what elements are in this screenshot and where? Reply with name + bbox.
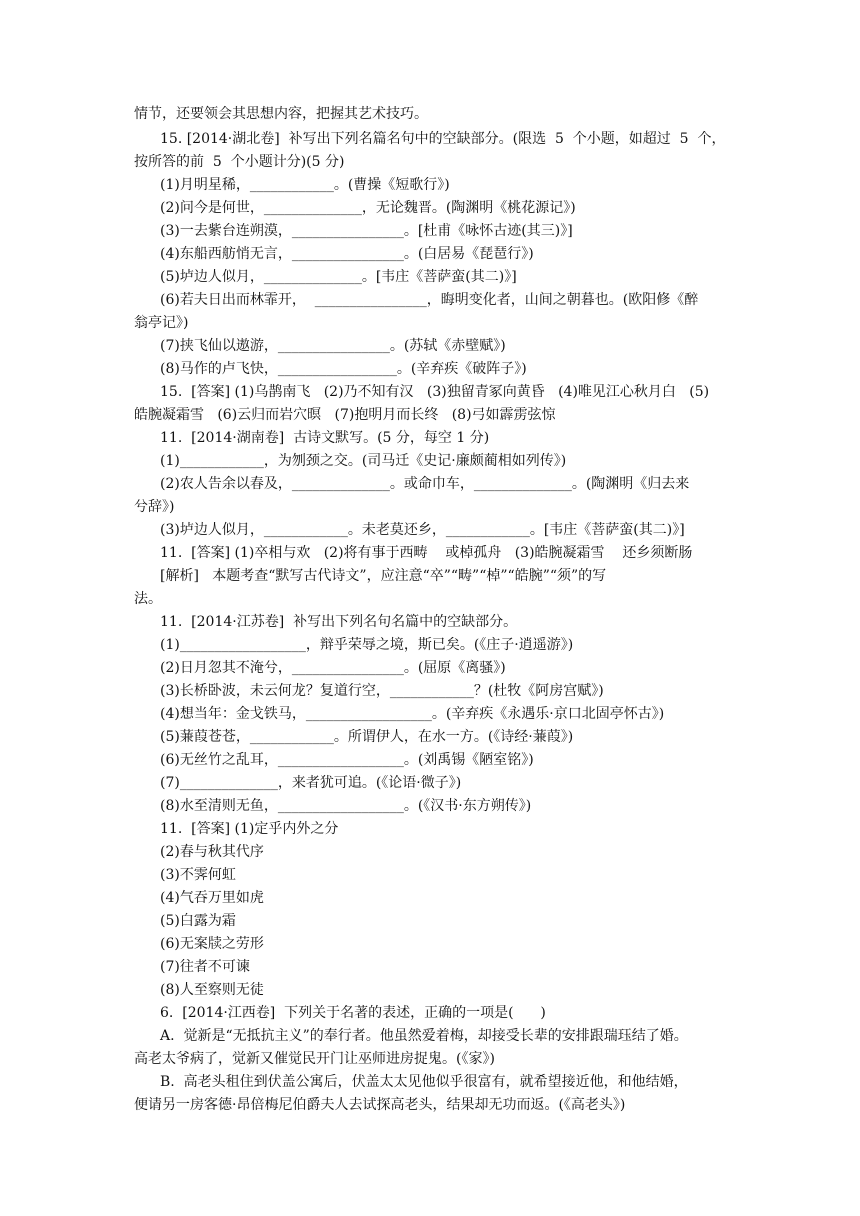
blank-item: (3)一去紫台连朔漠，________________。[杜甫《咏怀古迹(其三)》] — [160, 223, 573, 239]
blank-item: (2)问今是何世，______________，无论魏晋。(陶渊明《桃花源记》) — [160, 200, 576, 216]
analysis-line: [解析] 本题考查“默写古代诗文”，应注意“卒”“畴”“棹”“皓腕”“须”的写 — [160, 568, 607, 584]
blank-item: (1)__________________，辩乎荣辱之境，斯已矣。(《庄子·逍遥游》) — [160, 637, 574, 653]
blank-item: (7)______________，来者犹可追。(《论语·微子》) — [160, 775, 462, 791]
answer-item: (7)往者不可谏 — [160, 959, 250, 975]
blank-item: (8)水至清则无鱼，__________________。(《汉书·东方朔传》) — [160, 798, 532, 814]
text-line: 兮辞》) — [134, 499, 175, 515]
question-header: 15. [2014·湖北卷] 补写出下列名篇名句中的空缺部分。(限选 5 个小题，如超过 5 个， — [160, 131, 726, 147]
answer-item: (5)白露为霜 — [160, 913, 236, 929]
blank-item: (4)东船西舫悄无言，________________。(白居易《琵琶行》) — [160, 246, 534, 262]
text-line: 法。 — [134, 591, 162, 607]
answer-line: 11. [答案] (1)定乎内外之分 — [160, 821, 339, 837]
blank-item: (2)农人告余以春及，______________。或命巾车，______________。(陶渊明《归去来 — [160, 476, 690, 492]
answer-line: 11. [答案] (1)卒相与欢 (2)将有事于西畴 或棹孤舟 (3)皓腕凝霜雪 还乡须断肠 — [160, 545, 693, 561]
option-a: A. 觉新是“无抵抗主义”的奉行者。他虽然爱着梅，却接受长辈的安排跟瑞珏结了婚。 — [160, 1028, 688, 1044]
blank-item: (2)日月忽其不淹兮，________________。(屈原《离骚》) — [160, 660, 506, 676]
text-line: 翁亭记》) — [134, 315, 189, 331]
question-header: 6. [2014·江西卷] 下列关于名著的表述，正确的一项是( ) — [160, 1005, 546, 1021]
text-line: 按所答的前 5 个小题计分)(5 分) — [134, 154, 345, 170]
question-header: 11. [2014·湖南卷] 古诗文默写。(5 分，每空 1 分) — [160, 430, 490, 446]
answer-item: (6)无案牍之劳形 — [160, 936, 264, 952]
blank-item: (1)____________，为刎颈之交。(司马迁《史记·廉颇蔺相如列传》) — [160, 453, 567, 469]
blank-item: (6)若夫日出而林霏开， ________________，晦明变化者，山间之朝暮也。(欧阳修《醉 — [160, 292, 699, 308]
answer-item: (3)不霁何虹 — [160, 867, 236, 883]
blank-item: (3)垆边人似月，____________。未老莫还乡，____________。[韦庄《菩萨蛮(其二)》] — [160, 522, 685, 538]
blank-item: (4)想当年：金戈铁马，__________________。(辛弃疾《永遇乐·京口北固亭怀古》) — [160, 706, 665, 722]
answer-item: (8)人至察则无徒 — [160, 982, 264, 998]
blank-item: (8)马作的卢飞快，_________________。(辛弃疾《破阵子》) — [160, 361, 527, 377]
text-line: 便请另一房客德·昂倍梅尼伯爵夫人去试探高老头，结果却无功而返。(《高老头》) — [134, 1097, 626, 1113]
blank-item: (7)挟飞仙以遨游，________________。(苏轼《赤壁赋》) — [160, 338, 506, 354]
answer-item: (2)春与秋其代序 — [160, 844, 264, 860]
option-b: B. 高老头租住到伏盖公寓后，伏盖太太见他似乎很富有，就希望接近他，和他结婚， — [160, 1074, 688, 1090]
text-line: 高老太爷病了，觉新又催觉民开门让巫师进房捉鬼。(《家》) — [134, 1051, 495, 1067]
text-line: 皓腕凝霜雪 (6)云归而岩穴暝 (7)抱明月而长终 (8)弓如霹雳弦惊 — [134, 407, 556, 423]
blank-item: (5)垆边人似月，______________。[韦庄《菩萨蛮(其二)》] — [160, 269, 517, 285]
answer-line: 15. [答案] (1)乌鹊南飞 (2)乃不知有汉 (3)独留青冢向黄昏 (4)唯见江心秋月白 (5) — [160, 384, 710, 400]
question-header: 11. [2014·江苏卷] 补写出下列名句名篇中的空缺部分。 — [160, 614, 518, 630]
blank-item: (1)月明星稀，____________。(曹操《短歌行》) — [160, 177, 450, 193]
blank-item: (6)无丝竹之乱耳，__________________。(刘禹锡《陋室铭》) — [160, 752, 534, 768]
blank-item: (5)蒹葭苍苍，____________。所谓伊人，在水一方。(《诗经·蒹葭》) — [160, 729, 574, 745]
answer-item: (4)气吞万里如虎 — [160, 890, 264, 906]
text-line: 情节，还要领会其思想内容，把握其艺术技巧。 — [134, 106, 428, 122]
blank-item: (3)长桥卧波，未云何龙？复道行空，____________？(杜牧《阿房宫赋》) — [160, 683, 604, 699]
